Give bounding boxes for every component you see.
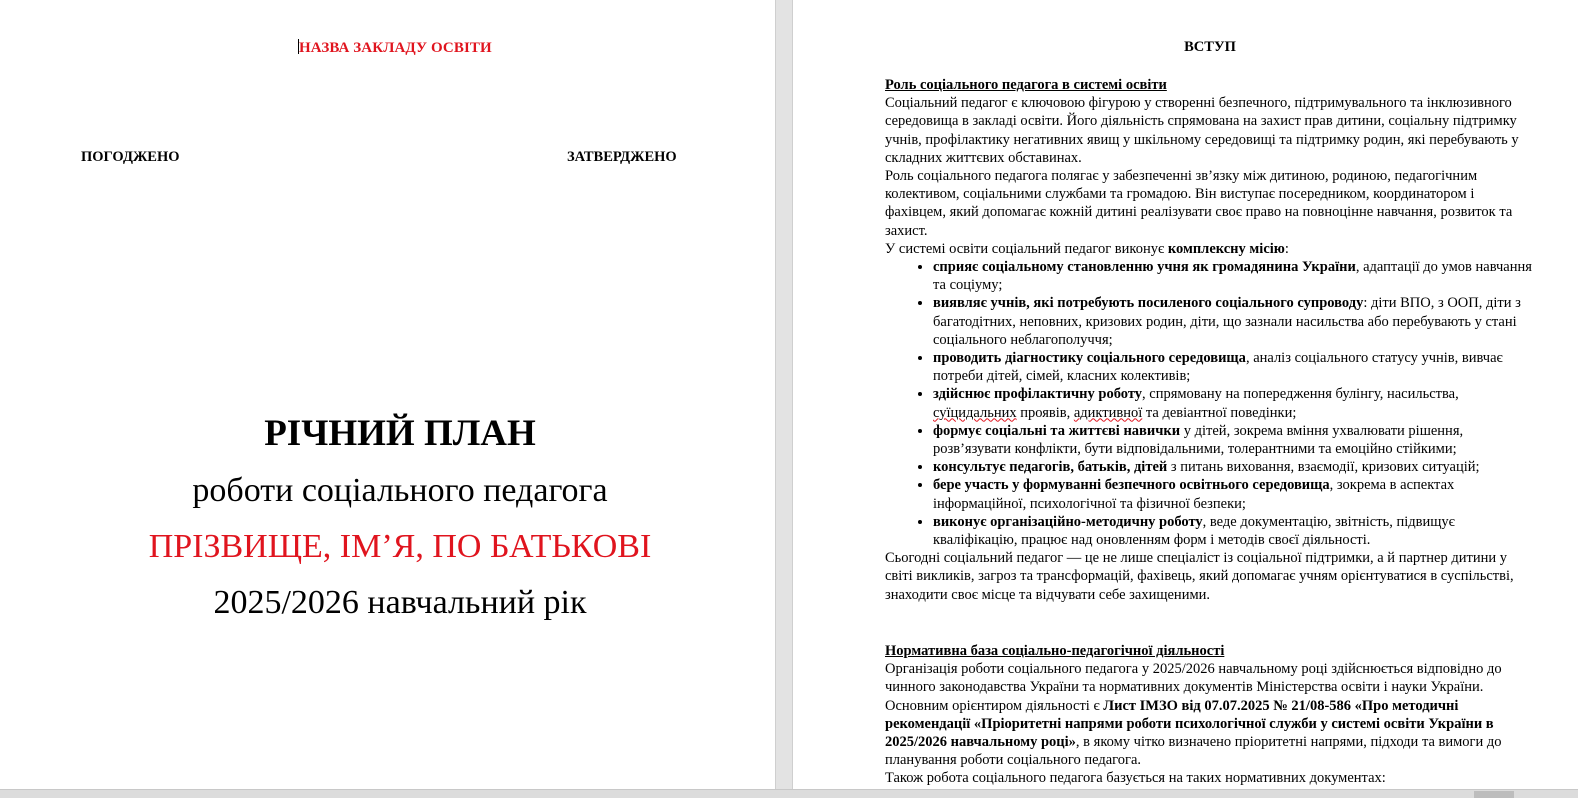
mission-end: : bbox=[1284, 240, 1289, 257]
list-item-text: , адаптації до умов навчання та соціуму; bbox=[933, 259, 1532, 294]
list-item-bold: формує соціальні та життєві навички bbox=[933, 422, 1181, 439]
plan-subtitle: роботи соціального педагога bbox=[192, 472, 608, 509]
spellcheck-word[interactable]: адиктивної bbox=[1073, 404, 1143, 421]
mission-paragraph bbox=[885, 240, 1535, 258]
list-item-text: : діти ВПО, з ООП, діти з багатодітних, неповних, кризових родин, діти, що зазнали насильства або перебувають у стані соціального неблагополуччя; bbox=[933, 295, 1521, 348]
paragraph-text: , в якому чітко визначено пріоритетні напрями, підходи та вимоги до планування роботи соціального педагога. bbox=[885, 734, 1502, 769]
plan-title: РІЧНИЙ ПЛАН bbox=[264, 413, 536, 454]
paragraph-bold: Лист ІМЗО від 07.07.2025 № 21/08-586 «Про методичні рекомендації «Пріоритетні напрями роботи психологічної служби у системі освіти України в 2025/2026 навчальному році» bbox=[885, 697, 1494, 751]
list-item bbox=[933, 458, 1535, 476]
spellcheck-word[interactable]: суїцидальних bbox=[933, 404, 1017, 421]
intro-heading: ВСТУП bbox=[1184, 39, 1236, 55]
list-item bbox=[933, 258, 1535, 294]
list-item-bold: виявляє учнів, які потребують посиленого соціального супроводу bbox=[933, 295, 1364, 312]
list-item-text: , веде документацію, звітність, підвищує кваліфікацію, працює над оновленням форм і методів своєї діяльності. bbox=[933, 513, 1455, 549]
list-item-text: , спрямовану на попередження булінгу, насильства, bbox=[1142, 386, 1459, 403]
list-item-bold: виконує організаційно-методичну роботу bbox=[933, 513, 1203, 530]
list-item bbox=[933, 349, 1535, 385]
paragraph-text: Організація роботи соціального педагога у 2025/2026 навчальному році здійснюється відповідно до чинного законодавства України та нормативних документів Міністерства освіти і науки України. Основним орієнтиром діяльності є bbox=[885, 661, 1502, 714]
mission-intro: У системі освіти соціальний педагог виконує bbox=[885, 240, 1168, 257]
paragraph: Роль соціального педагога полягає у забезпеченні зв’язку між дитиною, родиною, педагогічним колективом, соціальними службами та громадою. Він виступає посередником, координатором і фахівцем, який допомагає кожній дитині реалізувати своє право на повноцінне навчання, розвиток та захист. bbox=[885, 168, 1513, 239]
section-regulations bbox=[885, 642, 1535, 788]
list-item-bold: консультує педагогів, батьків, дітей bbox=[933, 459, 1168, 476]
list-item bbox=[933, 385, 1535, 421]
list-item-bold: здійснює профілактичну роботу bbox=[933, 386, 1143, 403]
list-item bbox=[933, 476, 1535, 512]
list-item-text: , зокрема в аспектах інформаційної, психологічної та фізичної безпеки; bbox=[933, 477, 1455, 512]
list-item bbox=[933, 294, 1535, 349]
section-role bbox=[885, 76, 1535, 604]
section-title: Роль соціального педагога в системі освіти bbox=[885, 77, 1167, 93]
closing-paragraph: Сьогодні соціальний педагог — це не лише спеціаліст із соціальної підтримки, а й партнер дитини у світі викликів, загроз та трансформацій, фахівець, який допомагає учням орієнтуватися в суспільстві, знаходити своє місце та відчувати себе захищеними. bbox=[885, 550, 1514, 603]
section-title: Нормативна база соціально-педагогічної діяльності bbox=[885, 643, 1225, 659]
list-item-bold: бере участь у формуванні безпечного освітнього середовища bbox=[933, 477, 1330, 494]
paragraph: Соціальний педагог є ключовою фігурою у створенні безпечного, підтримувального та інклюзивного середовища в закладі освіти. Його діяльність спрямована на захист прав дитини, соціальну підтримку учнів, профілактику негативних явищ у шкільному середовищі та підтримку родин, які перебувають у складних життєвих обставинах. bbox=[885, 95, 1519, 166]
horizontal-scrollbar[interactable] bbox=[0, 789, 1578, 798]
list-item bbox=[933, 513, 1535, 549]
full-name-placeholder: ПРІЗВИЩЕ, ІМ’Я, ПО БАТЬКОВІ bbox=[148, 528, 652, 565]
document-page-intro bbox=[793, 0, 1578, 798]
academic-year: 2025/2026 навчальний рік bbox=[213, 584, 587, 621]
list-item bbox=[933, 422, 1535, 458]
list-item-text: , аналіз соціального статусу учнів, вивчає потреби дітей, сімей, класних колективів; bbox=[933, 350, 1503, 385]
scrollbar-thumb[interactable] bbox=[1474, 791, 1514, 798]
mission-bold: комплексну місію bbox=[1167, 240, 1285, 257]
mission-list bbox=[885, 258, 1535, 549]
list-item-text: проявів, bbox=[1016, 404, 1074, 421]
institution-name-line[interactable] bbox=[298, 39, 492, 57]
document-page-title bbox=[0, 0, 775, 798]
paragraph: Також робота соціального педагога базується на таких нормативних документах: bbox=[885, 770, 1386, 787]
list-item-bold: сприяє соціальному становленню учня як громадянина України bbox=[933, 259, 1356, 276]
list-item-text: у дітей, зокрема вміння ухвалювати рішення, розв’язувати конфлікти, бути відповідальними, толерантними та емоційно стійкими; bbox=[933, 422, 1464, 458]
paragraph bbox=[885, 660, 1535, 769]
approved-label: ЗАТВЕРДЖЕНО bbox=[567, 149, 677, 165]
list-item-text: та девіантної поведінки; bbox=[1142, 404, 1297, 421]
agreed-label: ПОГОДЖЕНО bbox=[81, 149, 180, 165]
page-separator bbox=[775, 0, 793, 798]
list-item-text: з питань виховання, взаємодії, кризових ситуацій; bbox=[1167, 459, 1480, 476]
list-item-bold: проводить діагностику соціального середовища bbox=[933, 350, 1246, 367]
institution-name: НАЗВА ЗАКЛАДУ ОСВІТИ bbox=[299, 40, 492, 56]
